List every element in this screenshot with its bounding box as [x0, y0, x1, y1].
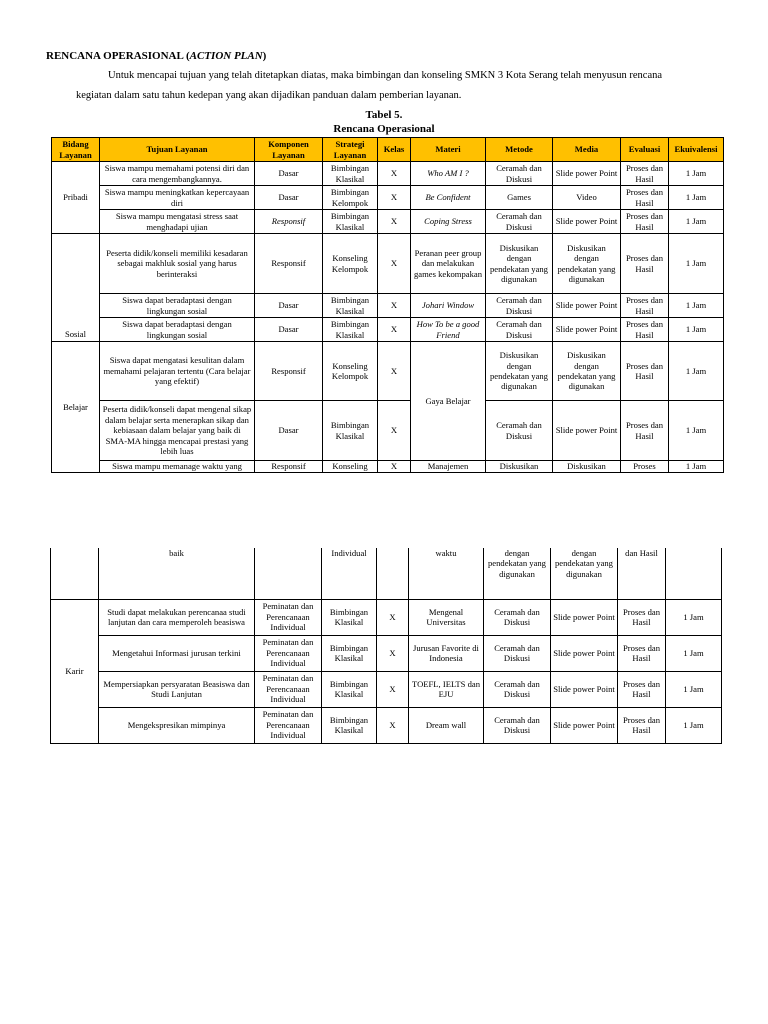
bidang-cell: Sosial: [52, 234, 100, 342]
kelas-cell: X: [377, 707, 409, 743]
tujuan-cell: Peserta didik/konseli dapat mengenal sikap dalam belajar serta menerapkan sikap dan kebiasaan dalam belajar yang baik di SMA-MA hingga mencapai prestasi yang lebih luas: [100, 401, 255, 461]
ekuivalensi-cell: 1 Jam: [669, 162, 724, 186]
komponen-cell: Dasar: [255, 186, 323, 210]
media-cell: Diskusikan dengan pendekatan yang digunakan: [553, 342, 621, 401]
table-row: [51, 707, 722, 743]
komponen-cell: Peminatan dan Perencanaan Individual: [255, 599, 322, 635]
metode-cell: Ceramah dan Diskusi: [484, 635, 551, 671]
table-subtitle: Rencana Operasional: [333, 123, 435, 135]
metode-cell: Games: [486, 186, 553, 210]
tujuan-cell: Siswa dapat beradaptasi dengan lingkungan sosial: [100, 318, 255, 342]
komponen-cell: Responsif: [255, 234, 323, 294]
materi-cell: TOEFL, IELTS dan EJU: [409, 671, 484, 707]
komponen-cell: Responsif: [255, 210, 323, 234]
kelas-cell: X: [378, 210, 411, 234]
metode-cell: Diskusikan: [486, 461, 553, 473]
tujuan-cell: Siswa mampu meningkatkan kepercayaan diri: [100, 186, 255, 210]
media-cell: Slide power Point: [553, 210, 621, 234]
media-cell: Video: [553, 186, 621, 210]
header-metode: Metode: [486, 138, 553, 162]
materi-cell: waktu: [409, 548, 484, 599]
ekuivalensi-cell: 1 Jam: [669, 210, 724, 234]
metode-cell: Diskusikan dengan pendekatan yang digunakan: [486, 234, 553, 294]
komponen-cell: Peminatan dan Perencanaan Individual: [255, 671, 322, 707]
komponen-cell: Dasar: [255, 401, 323, 461]
media-cell: Diskusikan dengan pendekatan yang digunakan: [553, 234, 621, 294]
materi-cell: Johari Window: [411, 294, 486, 318]
tujuan-cell: Siswa mampu memanage waktu yang: [100, 461, 255, 473]
ekuivalensi-cell: 1 Jam: [669, 342, 724, 401]
bidang-cell: [51, 548, 99, 599]
operational-plan-table: [51, 137, 724, 473]
ekuivalensi-cell: 1 Jam: [669, 234, 724, 294]
metode-cell: Ceramah dan Diskusi: [486, 401, 553, 461]
strategi-cell: Bimbingan Klasikal: [322, 635, 377, 671]
table-title: Tabel 5.: [365, 109, 403, 121]
ekuivalensi-cell: 1 Jam: [666, 635, 722, 671]
table-row: [52, 318, 724, 342]
metode-cell: Ceramah dan Diskusi: [486, 162, 553, 186]
ekuivalensi-cell: 1 Jam: [666, 707, 722, 743]
strategi-cell: Konseling Kelompok: [323, 234, 378, 294]
metode-cell: Ceramah dan Diskusi: [486, 318, 553, 342]
evaluasi-cell: Proses dan Hasil: [621, 318, 669, 342]
tujuan-cell: Studi dapat melakukan perencanaa studi lanjutan dan cara memperoleh beasiswa: [99, 599, 255, 635]
materi-cell: How To be a good Friend: [411, 318, 486, 342]
kelas-cell: X: [378, 461, 411, 473]
tujuan-cell: Siswa mampu mengatasi stress saat menghadapi ujian: [100, 210, 255, 234]
evaluasi-cell: Proses: [621, 461, 669, 473]
strategi-cell: Individual: [322, 548, 377, 599]
media-cell: Slide power Point: [551, 671, 618, 707]
tujuan-cell: Siswa mampu memahami potensi diri dan cara mengembangkannya.: [100, 162, 255, 186]
materi-cell: Gaya Belajar: [411, 342, 486, 461]
strategi-cell: Konseling: [323, 461, 378, 473]
evaluasi-cell: Proses dan Hasil: [621, 210, 669, 234]
section-heading: RENCANA OPERASIONAL (ACTION PLAN): [46, 50, 267, 62]
evaluasi-cell: dan Hasil: [618, 548, 666, 599]
komponen-cell: Dasar: [255, 318, 323, 342]
strategi-cell: Bimbingan Kelompok: [323, 186, 378, 210]
header-komponen: Komponen Layanan: [255, 138, 323, 162]
table-row: [52, 342, 724, 401]
strategi-cell: Bimbingan Klasikal: [322, 707, 377, 743]
komponen-cell: Peminatan dan Perencanaan Individual: [255, 635, 322, 671]
tujuan-cell: baik: [99, 548, 255, 599]
table-row: [51, 635, 722, 671]
evaluasi-cell: Proses dan Hasil: [621, 162, 669, 186]
table-row: [52, 294, 724, 318]
table-row: [52, 186, 724, 210]
media-cell: Slide power Point: [553, 318, 621, 342]
header-ekuivalensi: Ekuivalensi: [669, 138, 724, 162]
media-cell: Diskusikan: [553, 461, 621, 473]
kelas-cell: X: [378, 318, 411, 342]
header-bidang: Bidang Layanan: [52, 138, 100, 162]
kelas-cell: X: [378, 342, 411, 401]
materi-cell: Manajemen: [411, 461, 486, 473]
media-cell: dengan pendekatan yang digunakan: [551, 548, 618, 599]
evaluasi-cell: Proses dan Hasil: [621, 234, 669, 294]
kelas-cell: X: [378, 234, 411, 294]
bidang-cell: Karir: [51, 599, 99, 743]
media-cell: Slide power Point: [553, 294, 621, 318]
header-media: Media: [553, 138, 621, 162]
ekuivalensi-cell: 1 Jam: [669, 318, 724, 342]
kelas-cell: X: [377, 599, 409, 635]
media-cell: Slide power Point: [553, 401, 621, 461]
evaluasi-cell: Proses dan Hasil: [621, 401, 669, 461]
table-row: [51, 671, 722, 707]
table-row: [52, 401, 724, 461]
media-cell: Slide power Point: [551, 599, 618, 635]
strategi-cell: Bimbingan Klasikal: [323, 401, 378, 461]
strategi-cell: Bimbingan Klasikal: [323, 162, 378, 186]
kelas-cell: [377, 548, 409, 599]
komponen-cell: Responsif: [255, 342, 323, 401]
metode-cell: Ceramah dan Diskusi: [484, 671, 551, 707]
metode-cell: Diskusikan dengan pendekatan yang digunakan: [486, 342, 553, 401]
komponen-cell: Peminatan dan Perencanaan Individual: [255, 707, 322, 743]
materi-cell: Jurusan Favorite di Indonesia: [409, 635, 484, 671]
evaluasi-cell: Proses dan Hasil: [621, 342, 669, 401]
strategi-cell: Konseling Kelompok: [323, 342, 378, 401]
evaluasi-cell: Proses dan Hasil: [621, 294, 669, 318]
metode-cell: Ceramah dan Diskusi: [484, 707, 551, 743]
ekuivalensi-cell: 1 Jam: [669, 461, 724, 473]
tujuan-cell: Peserta didik/konseli memiliki kesadaran sebagai makhluk sosial yang harus berinteraksi: [100, 234, 255, 294]
materi-cell: Coping Stress: [411, 210, 486, 234]
metode-cell: Ceramah dan Diskusi: [484, 599, 551, 635]
header-materi: Materi: [411, 138, 486, 162]
materi-cell: Peranan peer group dan melakukan games kekompakan: [411, 234, 486, 294]
media-cell: Slide power Point: [551, 707, 618, 743]
media-cell: Slide power Point: [551, 635, 618, 671]
strategi-cell: Bimbingan Klasikal: [323, 210, 378, 234]
evaluasi-cell: Proses dan Hasil: [621, 186, 669, 210]
bidang-cell: Pribadi: [52, 162, 100, 234]
table-row: [51, 599, 722, 635]
tujuan-cell: Mengetahui Informasi jurusan terkini: [99, 635, 255, 671]
evaluasi-cell: Proses dan Hasil: [618, 671, 666, 707]
strategi-cell: Bimbingan Klasikal: [322, 671, 377, 707]
materi-cell: Dream wall: [409, 707, 484, 743]
header-strategi: Strategi Layanan: [323, 138, 378, 162]
kelas-cell: X: [377, 635, 409, 671]
bidang-cell: Belajar: [52, 342, 100, 473]
metode-cell: Ceramah dan Diskusi: [486, 210, 553, 234]
ekuivalensi-cell: [666, 548, 722, 599]
materi-cell: Be Confident: [411, 186, 486, 210]
ekuivalensi-cell: 1 Jam: [666, 599, 722, 635]
table-row-continued: [51, 548, 722, 599]
tujuan-cell: Mempersiapkan persyaratan Beasiswa dan Studi Lanjutan: [99, 671, 255, 707]
table-row: [52, 210, 724, 234]
header-evaluasi: Evaluasi: [621, 138, 669, 162]
komponen-cell: Dasar: [255, 294, 323, 318]
strategi-cell: Bimbingan Klasikal: [323, 294, 378, 318]
strategi-cell: Bimbingan Klasikal: [323, 318, 378, 342]
materi-cell: Who AM I ?: [411, 162, 486, 186]
table-header-row: [52, 138, 724, 162]
ekuivalensi-cell: 1 Jam: [666, 671, 722, 707]
ekuivalensi-cell: 1 Jam: [669, 186, 724, 210]
kelas-cell: X: [378, 186, 411, 210]
metode-cell: Ceramah dan Diskusi: [486, 294, 553, 318]
kelas-cell: X: [378, 162, 411, 186]
evaluasi-cell: Proses dan Hasil: [618, 635, 666, 671]
metode-cell: dengan pendekatan yang digunakan: [484, 548, 551, 599]
ekuivalensi-cell: 1 Jam: [669, 401, 724, 461]
header-tujuan: Tujuan Layanan: [100, 138, 255, 162]
evaluasi-cell: Proses dan Hasil: [618, 599, 666, 635]
table-row: [52, 234, 724, 294]
header-kelas: Kelas: [378, 138, 411, 162]
strategi-cell: Bimbingan Klasikal: [322, 599, 377, 635]
media-cell: Slide power Point: [553, 162, 621, 186]
kelas-cell: X: [378, 401, 411, 461]
ekuivalensi-cell: 1 Jam: [669, 294, 724, 318]
tujuan-cell: Siswa dapat mengatasi kesulitan dalam memahami pelajaran tertentu (Cara belajar yang efektif): [100, 342, 255, 401]
table-row: [52, 461, 724, 473]
intro-line-1: Untuk mencapai tujuan yang telah ditetapkan diatas, maka bimbingan dan konseling SMKN 3 Kota Serang telah menyusun rencana: [108, 70, 663, 81]
kelas-cell: X: [378, 294, 411, 318]
tujuan-cell: Mengekspresikan mimpinya: [99, 707, 255, 743]
evaluasi-cell: Proses dan Hasil: [618, 707, 666, 743]
materi-cell: Mengenal Universitas: [409, 599, 484, 635]
komponen-cell: Dasar: [255, 162, 323, 186]
komponen-cell: [255, 548, 322, 599]
kelas-cell: X: [377, 671, 409, 707]
komponen-cell: Responsif: [255, 461, 323, 473]
operational-plan-table-continued: [50, 548, 722, 744]
tujuan-cell: Siswa dapat beradaptasi dengan lingkungan sosial: [100, 294, 255, 318]
table-row: [52, 162, 724, 186]
intro-line-2: kegiatan dalam satu tahun kedepan yang akan dijadikan panduan dalam pemberian layanan.: [76, 90, 462, 101]
